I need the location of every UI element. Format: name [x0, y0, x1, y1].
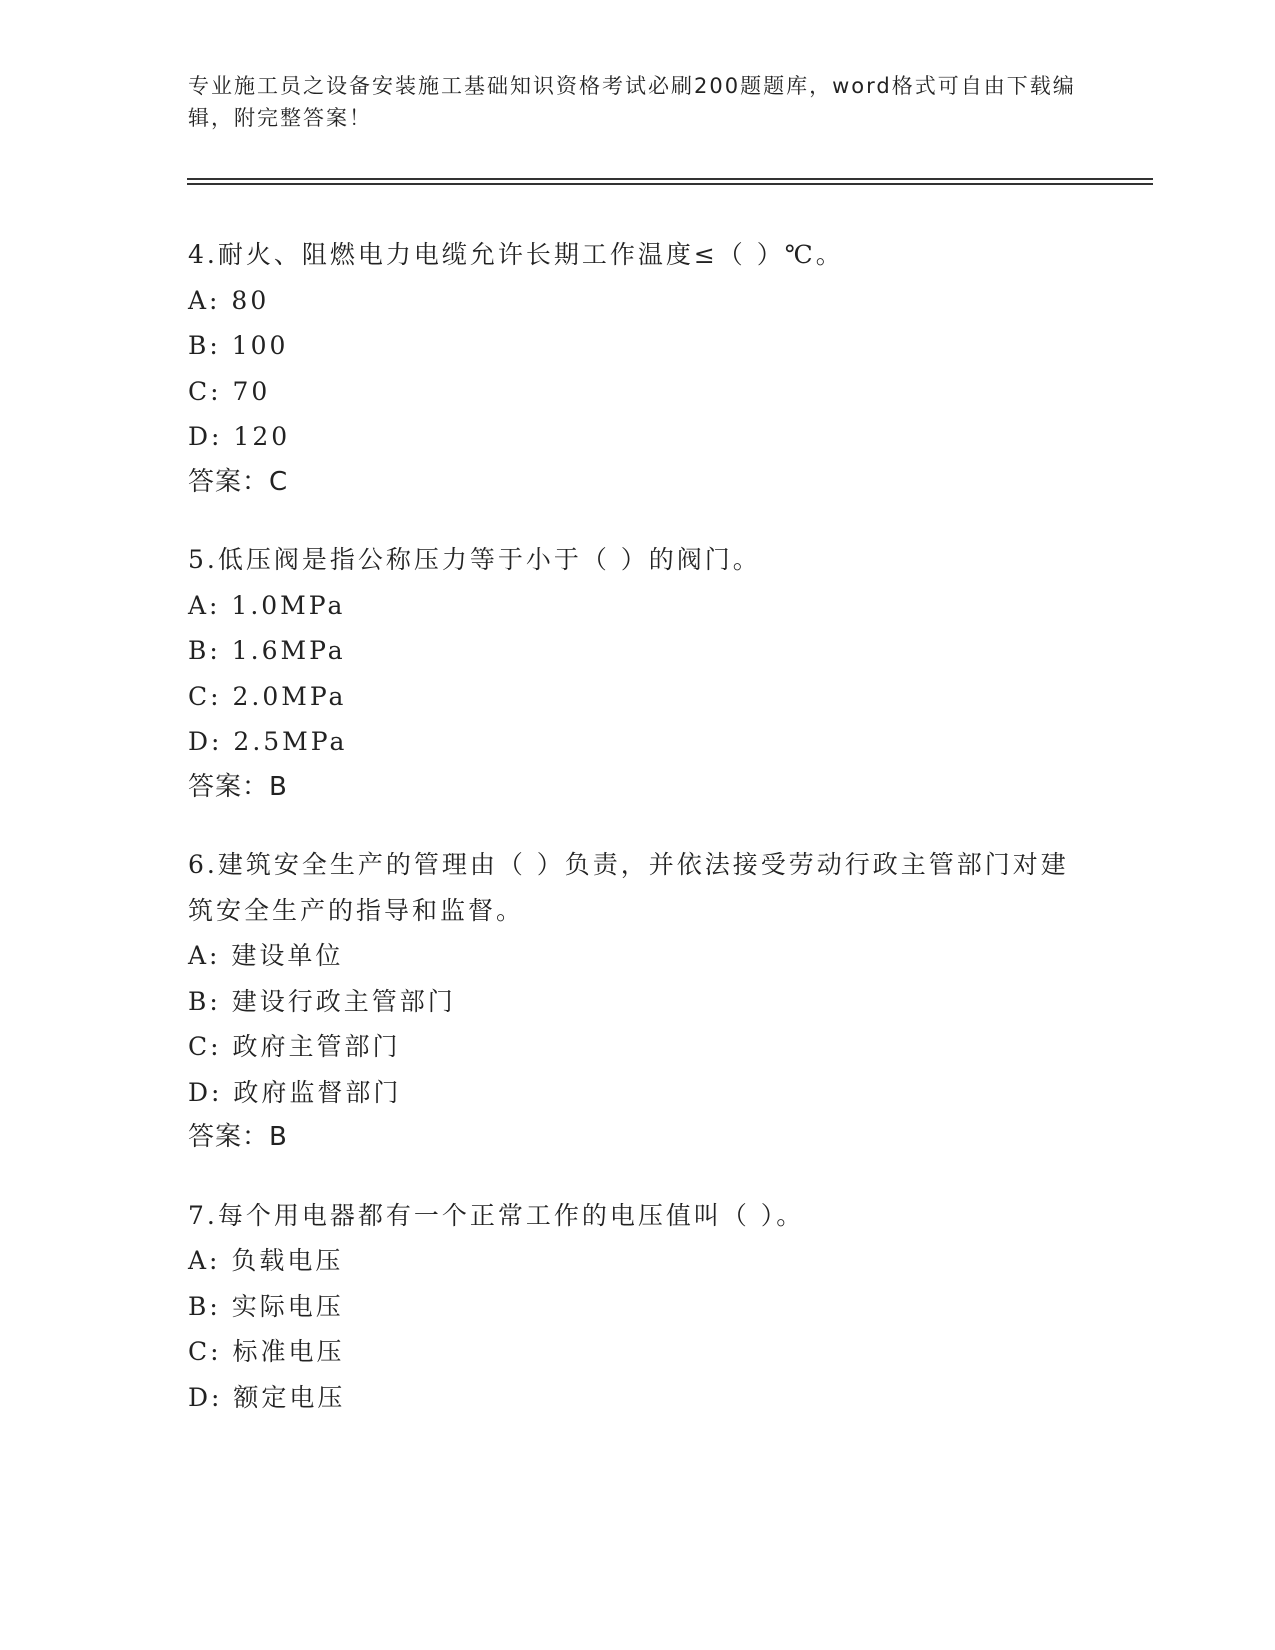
header-divider-bottom: [187, 183, 1153, 185]
option-d: D: 120: [188, 422, 291, 451]
answer-text: 答案：C: [188, 466, 289, 497]
document-header: 专业施工员之设备安装施工基础知识资格考试必刷200题题库，word格式可自由下载编辑，附完整答案！: [188, 74, 1076, 130]
option-c: C: 政府主管部门: [188, 1032, 401, 1061]
option-b: B: 100: [188, 331, 289, 360]
option-c: C: 70: [188, 376, 271, 406]
question-text: 4.耐火、阻燃电力电缆允许长期工作温度≤（ ）℃。: [188, 240, 844, 269]
option-d: D: 政府监督部门: [188, 1077, 402, 1107]
question-6: [188, 842, 1088, 1161]
option-a: A: 1.0MPa: [188, 590, 346, 620]
option-d: D: 额定电压: [188, 1382, 346, 1412]
option-a: A: 80: [188, 285, 270, 315]
question-5: [188, 537, 1088, 810]
answer-text: 答案：B: [188, 1122, 288, 1152]
option-c: C: 2.0MPa: [188, 681, 347, 711]
question-4: [188, 232, 1088, 505]
question-list: [188, 232, 1088, 1452]
question-text: 6.建筑安全生产的管理由（ ）负责，并依法接受劳动行政主管部门对建筑安全生产的指导和监督。: [188, 850, 1069, 925]
header-divider-top: [187, 178, 1153, 180]
question-7: [188, 1193, 1088, 1421]
option-b: B: 1.6MPa: [188, 636, 346, 665]
option-a: A: 负载电压: [188, 1246, 344, 1275]
answer-text: 答案：B: [188, 771, 288, 802]
option-b: B: 实际电压: [188, 1291, 344, 1321]
option-a: A: 建设单位: [188, 941, 344, 970]
question-text: 5.低压阀是指公称压力等于小于（ ）的阀门。: [188, 545, 761, 574]
option-c: C: 标准电压: [188, 1337, 345, 1366]
question-text: 7.每个用电器都有一个正常工作的电压值叫（ ）。: [188, 1200, 805, 1230]
option-d: D: 2.5MPa: [188, 727, 348, 756]
option-b: B: 建设行政主管部门: [188, 986, 456, 1016]
